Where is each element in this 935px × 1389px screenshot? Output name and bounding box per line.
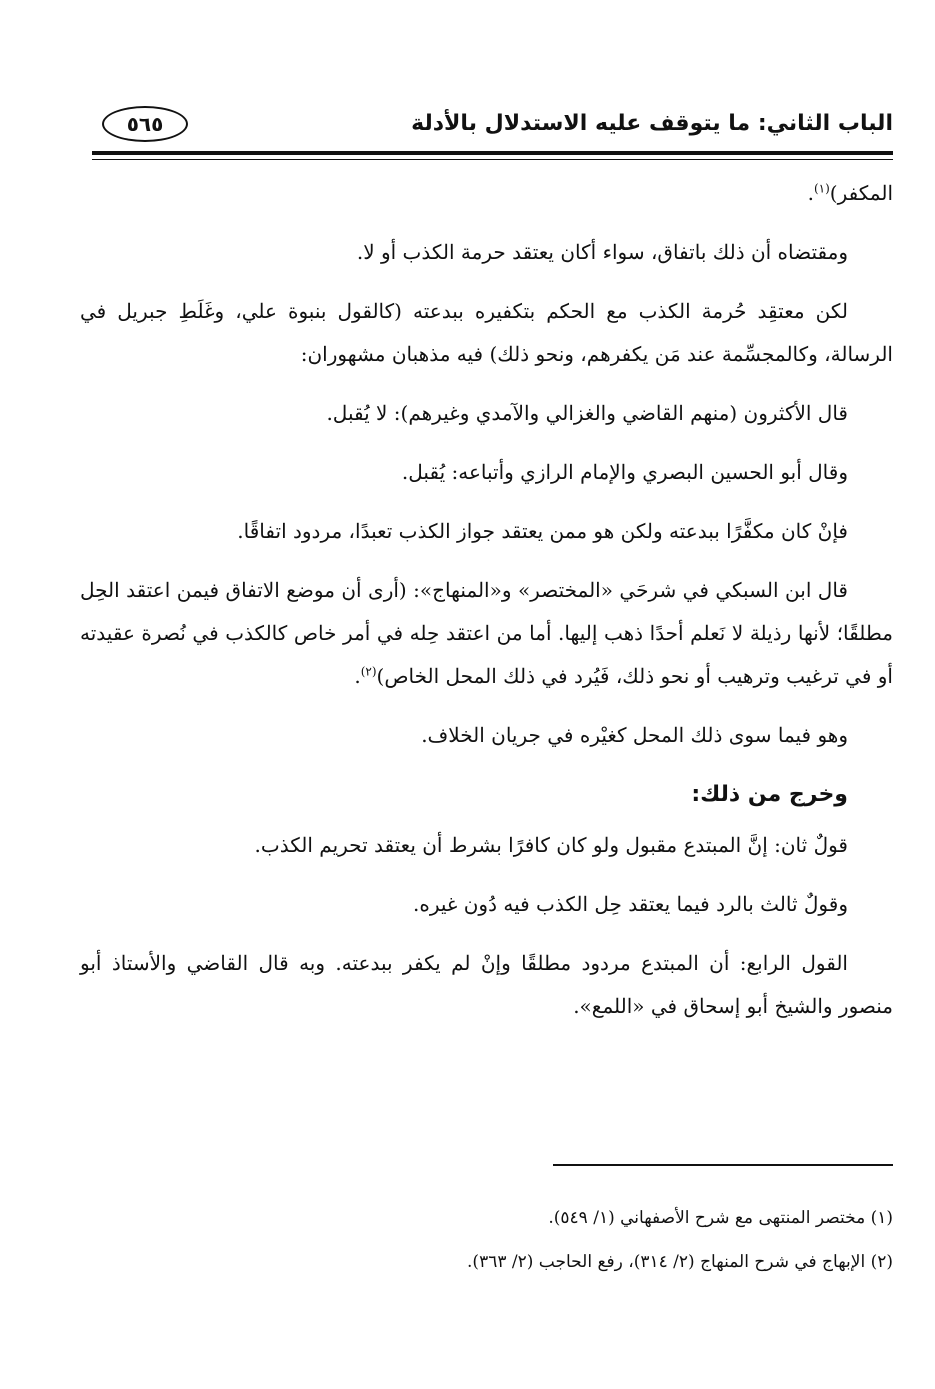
header-rule-thick	[92, 151, 893, 155]
page-number-badge: ٥٦٥	[102, 106, 188, 142]
footnote: (٢) الإبهاج في شرح المنهاج (٢/ ٣١٤)، رفع الحاجب (٢/ ٣٦٣).	[467, 1252, 893, 1272]
paragraph: قال ابن السبكي في شرحَي «المختصر» و«المنهاج»: (أرى أن موضع الاتفاق فيمن اعتقد الحِل مطلقًا؛ لأنها رذيلة لا نَعلم أحدًا ذهب إليها. أما من اعتقد حِله في أمر خاص كالكذب في نُصرة عقيدته أو في ترغيب وترهيب أو نحو ذلك، فَيُرد في ذلك المحل الخاص)$^{(٢)}$.	[80, 578, 893, 688]
main-text	[80, 172, 893, 1044]
page-header	[92, 102, 893, 150]
paragraph: وقولٌ ثالث بالرد فيما يعتقد حِل الكذب فيه دُون غيره.	[413, 892, 848, 916]
footnote: (١) مختصر المنتهى مع شرح الأصفهاني (١/ ٥٤٩).	[548, 1208, 893, 1228]
paragraph: القول الرابع: أن المبتدع مردود مطلقًا وإنْ لم يكفر ببدعته. وبه قال القاضي والأستاذ أبو منصور والشيخ أبو إسحاق في «اللمع».	[80, 951, 893, 1018]
section-heading: وخرج من ذلك:	[691, 782, 848, 807]
header-rule-thin	[92, 159, 893, 160]
paragraph: قال الأكثرون (منهم القاضي والغزالي والآمدي وغيرهم): لا يُقبل.	[326, 401, 848, 425]
paragraph: المكفر)$^{(١)}$.	[807, 181, 893, 205]
footnote-ref: (٢)	[360, 664, 377, 679]
chapter-title: الباب الثاني: ما يتوقف عليه الاستدلال بالأدلة	[411, 111, 893, 136]
paragraph: ومقتضاه أن ذلك باتفاق، سواء أكان يعتقد حرمة الكذب أو لا.	[356, 240, 848, 264]
paragraph: قولٌ ثان: إنَّ المبتدع مقبول ولو كان كافرًا بشرط أن يعتقد تحريم الكذب.	[254, 833, 848, 857]
paragraph: وقال أبو الحسين البصري والإمام الرازي وأتباعه: يُقبل.	[401, 460, 848, 484]
footnote-separator	[553, 1164, 893, 1166]
paragraph: لكن معتقِد حُرمة الكذب مع الحكم بتكفيره ببدعته (كالقول بنبوة علي، وغَلَطِ جبريل في الرسالة، وكالمجسِّمة عند مَن يكفرهم، ونحو ذلك) فيه مذهبان مشهوران:	[80, 299, 893, 366]
footnotes	[80, 1196, 893, 1284]
paragraph: فإنْ كان مكفَّرًا ببدعته ولكن هو ممن يعتقد جواز الكذب تعبدًا، مردود اتفاقًا.	[237, 519, 848, 543]
footnote-ref: (١)	[813, 181, 830, 196]
paragraph: وهو فيما سوى ذلك المحل كغيْره في جريان الخلاف.	[421, 723, 848, 747]
